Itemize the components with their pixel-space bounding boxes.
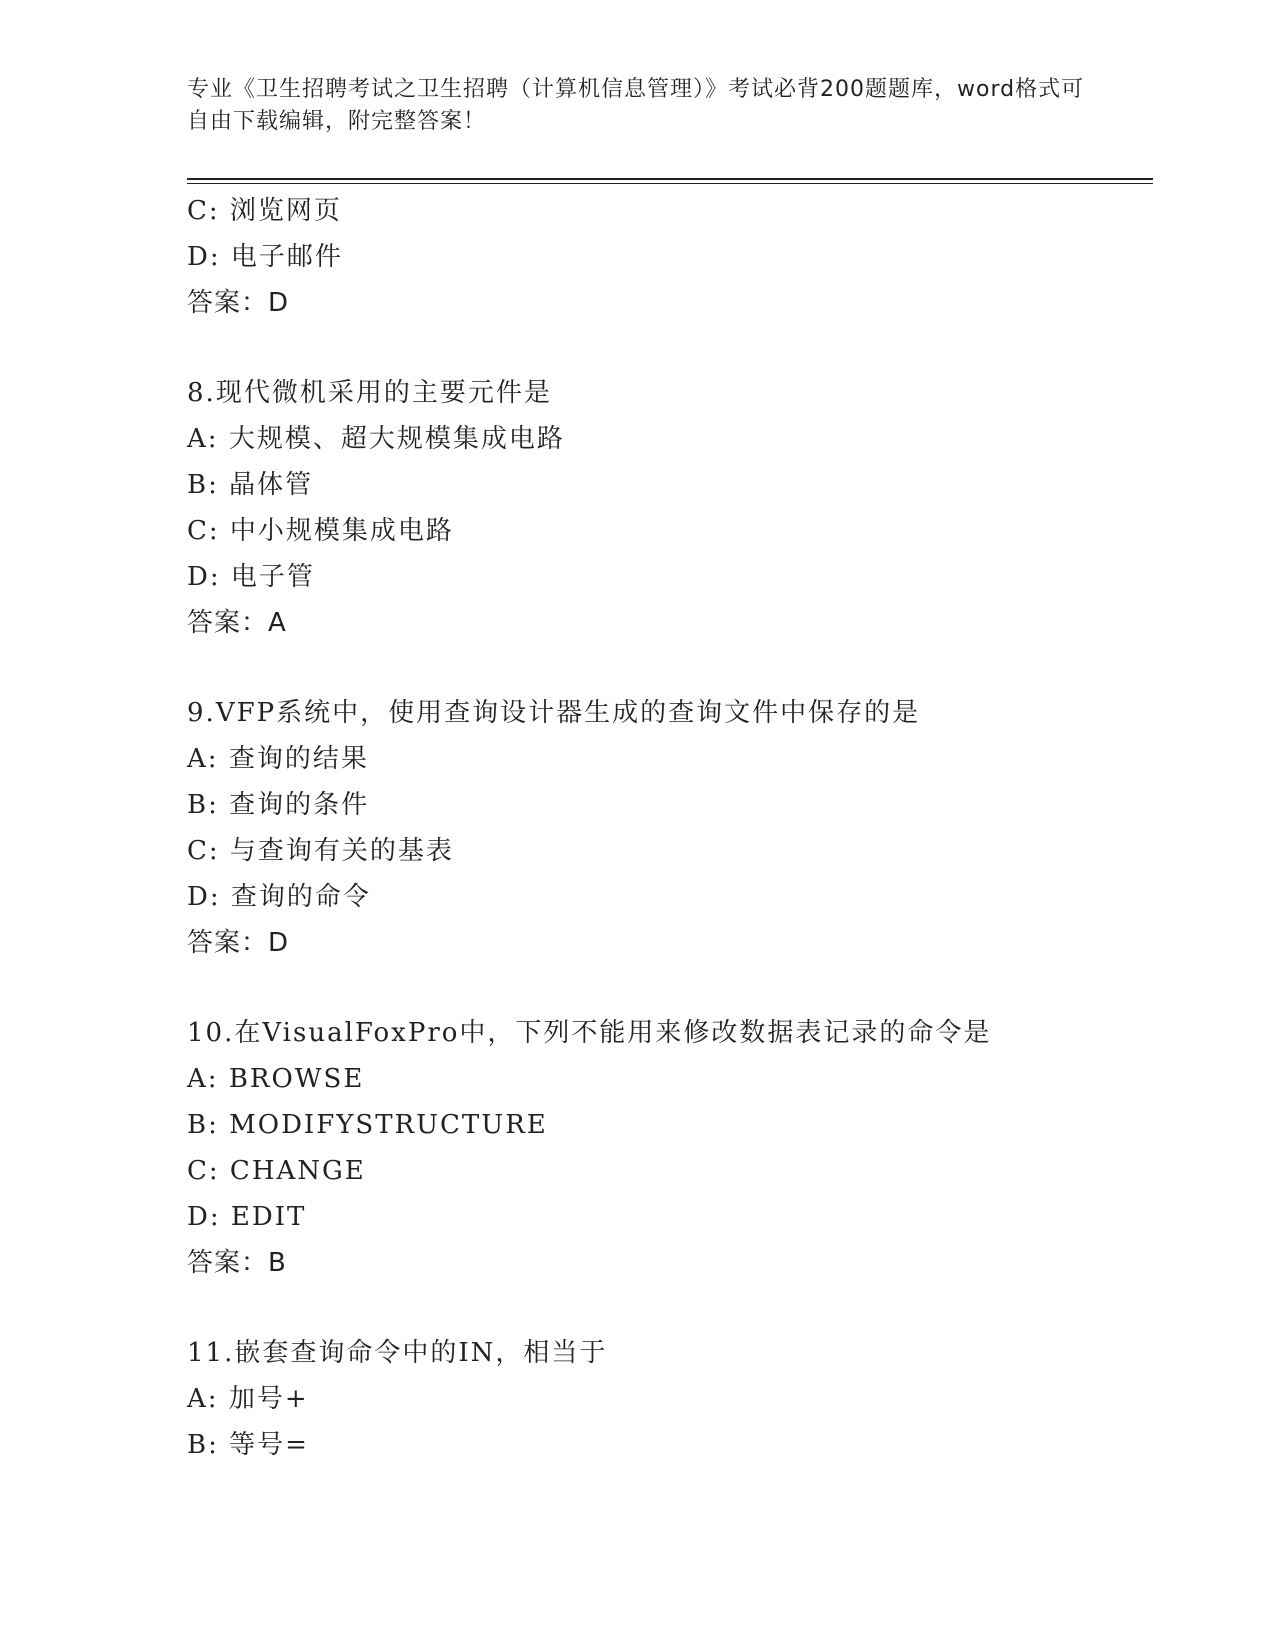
spacer <box>187 326 1153 370</box>
answer-label: 答案： <box>187 1248 269 1278</box>
option-d <box>187 554 1153 600</box>
option-letter: B: <box>187 1430 219 1460</box>
question-text: 现代微机采用的主要元件是 <box>215 378 552 408</box>
option-d <box>187 234 1153 280</box>
option-b <box>187 1422 1153 1468</box>
question-stem <box>187 1010 1153 1056</box>
option-text: 查询的结果 <box>228 744 369 774</box>
option-text: EDIT <box>230 1202 307 1232</box>
option-letter: A: <box>187 744 219 774</box>
question-number: 9. <box>187 698 216 728</box>
option-a <box>187 416 1153 462</box>
question-stem <box>187 370 1153 416</box>
question-stem <box>187 1330 1153 1376</box>
answer-label: 答案： <box>187 288 269 318</box>
document-header: 专业《卫生招聘考试之卫生招聘（计算机信息管理）》考试必背200题题库，word格式可自由下载编辑，附完整答案！ <box>187 77 1085 134</box>
option-text: MODIFYSTRUCTURE <box>229 1110 548 1140</box>
header-divider <box>187 178 1153 184</box>
answer-line <box>187 1240 1153 1286</box>
option-letter: A: <box>187 1384 219 1414</box>
answer-label: 答案： <box>187 608 269 638</box>
option-text: 晶体管 <box>229 470 314 500</box>
question-number: 10. <box>187 1018 235 1048</box>
question-number: 8. <box>187 378 216 408</box>
question-block-8 <box>187 370 1153 646</box>
option-d <box>187 874 1153 920</box>
option-c <box>187 188 1153 234</box>
spacer <box>187 966 1153 1010</box>
document-body <box>187 188 1153 1468</box>
option-b <box>187 782 1153 828</box>
question-block-9 <box>187 690 1153 966</box>
option-text: 查询的条件 <box>229 790 370 820</box>
question-stem <box>187 690 1153 736</box>
option-letter: C: <box>187 836 220 866</box>
option-b <box>187 1102 1153 1148</box>
option-letter: B: <box>187 470 219 500</box>
option-text: 电子邮件 <box>230 242 343 272</box>
option-text: 大规模、超大规模集成电路 <box>228 424 565 454</box>
answer-line <box>187 920 1153 966</box>
option-text: 中小规模集成电路 <box>229 516 454 546</box>
answer-label: 答案： <box>187 928 269 958</box>
option-letter: C: <box>187 1156 220 1186</box>
spacer <box>187 1286 1153 1330</box>
option-letter: B: <box>187 1110 219 1140</box>
option-text: 查询的命令 <box>230 882 371 912</box>
question-text: 嵌套查询命令中的IN，相当于 <box>234 1338 608 1368</box>
option-a <box>187 1056 1153 1102</box>
option-letter: B: <box>187 790 219 820</box>
option-a <box>187 1376 1153 1422</box>
option-c <box>187 508 1153 554</box>
option-letter: A: <box>187 424 219 454</box>
answer-value: D <box>268 288 290 318</box>
option-letter: D: <box>187 882 221 912</box>
option-text: BROWSE <box>228 1064 365 1094</box>
answer-value: D <box>268 928 290 958</box>
option-text: 加号+ <box>228 1384 309 1414</box>
option-letter: C: <box>187 196 220 226</box>
option-a <box>187 736 1153 782</box>
option-letter: A: <box>187 1064 219 1094</box>
question-block-10 <box>187 1010 1153 1286</box>
question-text: VFP系统中，使用查询设计器生成的查询文件中保存的是 <box>215 698 921 728</box>
option-c <box>187 828 1153 874</box>
answer-value: B <box>268 1248 287 1278</box>
spacer <box>187 646 1153 690</box>
option-c <box>187 1148 1153 1194</box>
option-letter: C: <box>187 516 220 546</box>
option-text: CHANGE <box>229 1156 366 1186</box>
option-text: 浏览网页 <box>229 196 342 226</box>
option-b <box>187 462 1153 508</box>
answer-value: A <box>268 608 287 638</box>
option-letter: D: <box>187 562 221 592</box>
question-number: 11. <box>187 1338 235 1368</box>
option-letter: D: <box>187 1202 221 1232</box>
question-block-11 <box>187 1330 1153 1468</box>
option-letter: D: <box>187 242 221 272</box>
option-text: 与查询有关的基表 <box>229 836 454 866</box>
question-text: 在VisualFoxPro中，下列不能用来修改数据表记录的命令是 <box>234 1018 992 1048</box>
option-text: 电子管 <box>230 562 315 592</box>
answer-line <box>187 280 1153 326</box>
option-d <box>187 1194 1153 1240</box>
answer-line <box>187 600 1153 646</box>
question-block-partial <box>187 188 1153 326</box>
option-text: 等号= <box>229 1430 309 1460</box>
